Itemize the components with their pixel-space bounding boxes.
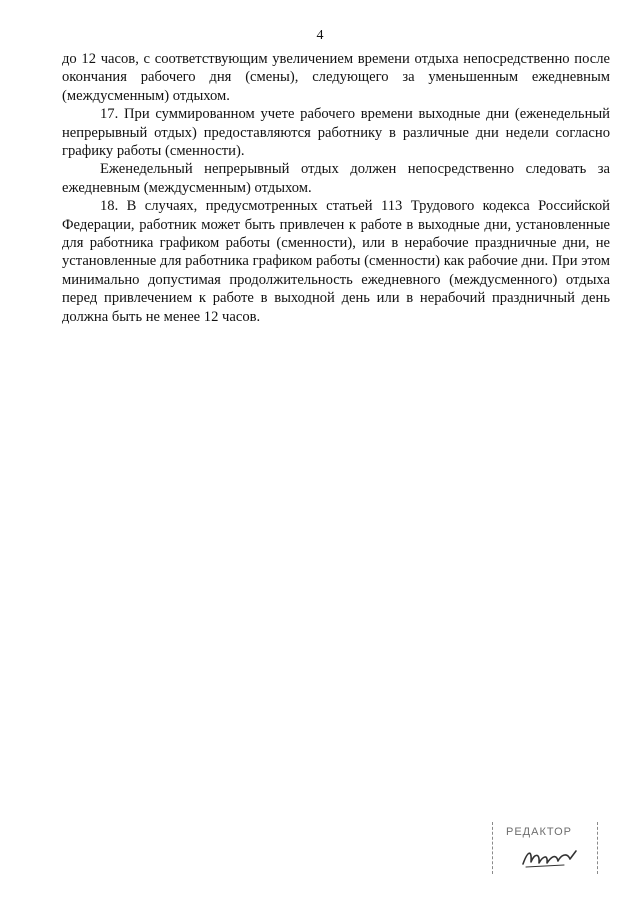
stamp-label: РЕДАКТОР [506,826,572,838]
editor-stamp [492,822,598,876]
paragraph-item-18: 18. В случаях, предусмотренных статьей 113 Трудового кодекса Российской Федерации, работник может быть привлечен к работе в выходные дни, установленные для работника графиком работы (сменности), или в нерабочие праздничные дни, не установленные для работника графиком работы (сменности) как рабочие дни. При этом минимально допустимая продолжительность ежедневного (междусменного) отдыха перед привлечением к работе в выходной день или в нерабочий праздничный день должна быть не менее 12 часов. [62,198,610,325]
document-body [62,50,610,326]
paragraph-item-17: 17. При суммированном учете рабочего времени выходные дни (еженедельный непрерывный отдых) предоставляются работнику в различные дни недели согласно графику работы (сменности). [62,106,610,160]
paragraph-weekly-rest: Еженедельный непрерывный отдых должен непосредственно следовать за ежедневным (междусменным) отдыхом. [62,161,610,196]
signature-icon [520,844,580,870]
paragraph-continuation: до 12 часов, с соответствующим увеличением времени отдыха непосредственно после окончания рабочего дня (смены), следующего за уменьшенным ежедневным (междусменным) отдыхом. [62,51,610,104]
page-number: 4 [316,28,324,43]
